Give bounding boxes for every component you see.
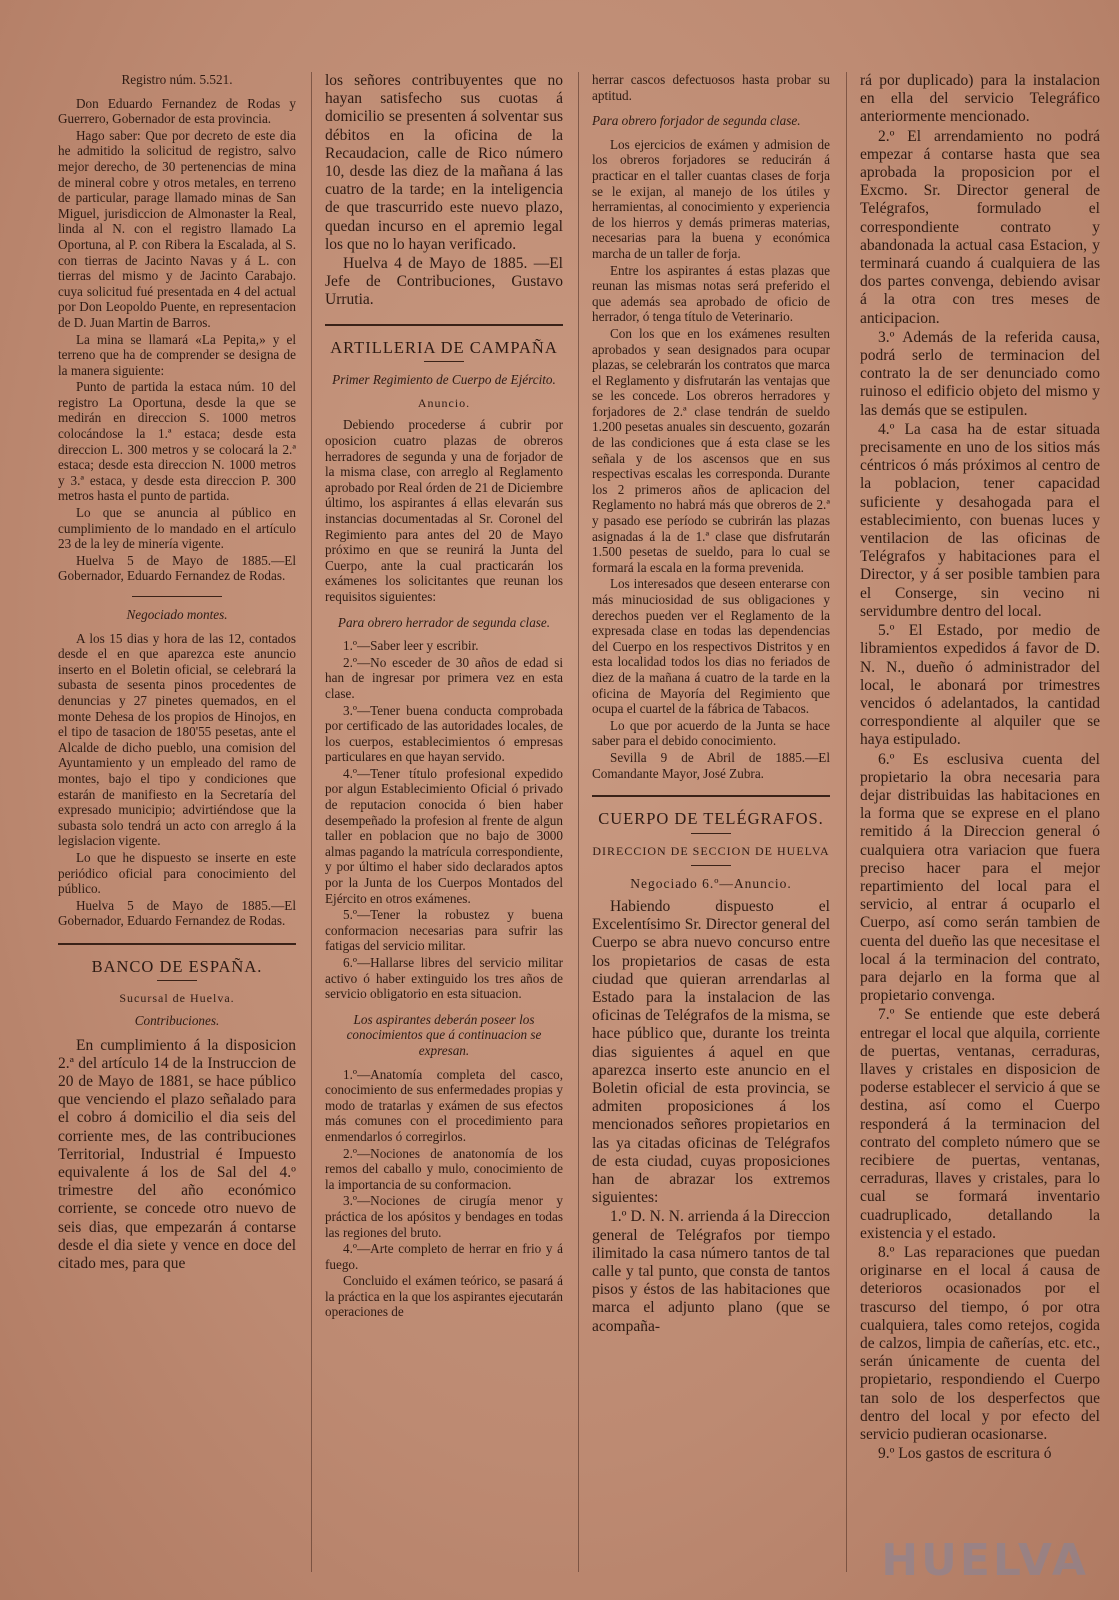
clause: 5.º El Estado, por medio de libramientos expedidos á favor de D. N. N., dueño ó administrador del local, le abonará por trimestres vencidos ó adelantados, la cantidad correspondiente al alquiler que se haya estipulado. — [860, 622, 1100, 749]
paragraph: Debiendo procederse á cubrir por oposicion cuatro plazas de obreros herradores de segunda y una de forjador de la misma clase, con arreglo al Reglamento aprobado por Real órden de 21 de Diciembre último, los aspirantes á ellas elevarán sus instancias documentadas al Sr. Coronel del Regimiento para antes del 20 de Mayo próximo en que se reunirá la Junta del Cuerpo, ante la cual practicarán los exámenes los solicitantes que reunan los requisitos siguientes: — [325, 417, 563, 604]
paragraph: Hago saber: Que por decreto de este dia he admitido la solicitud de registro, salvo mejor derecho, de 30 pertenencias de mina de mineral cobre y otros metales, en terreno de particular, parage llamado minas de San Miguel, jurisdiccion de Almonaster la Real, linda al N. con el registro llamado La Oportuna, al P. con Ribera la Escalada, al S. con tierras de Jacinto Navas y á L. con tierras del mismo y de Jacinto Carabajo. cuya solicitud fué presentada en 4 del actual por Don Leopoldo Puente, en representacion de D. Juan Martin de Barros. — [58, 127, 296, 330]
section-title-contribuciones: Contribuciones. — [134, 1013, 220, 1029]
paragraph: herrar cascos defectuosos hasta probar su aptitud. — [592, 72, 830, 103]
knowledge-item: 2.º—Nociones de anatonomía de los remos del caballo y mulo, conocimiento de la importancia de su conformacion. — [325, 1145, 563, 1192]
registro-heading: Registro núm. 5.521. — [121, 72, 233, 87]
clause: 8.º Las reparaciones que puedan originarse en el local á causa de deterioros ocasionados por el trascurso del tiempo, ó por otra cualquiera, tales como retejos, cogida de calzos, limpia de cañerías, etc. etc., serán únicamente de cuenta del propietario, respondiendo el Cuerpo tan solo de los desperfectos que dentro del local y por efecto del servicio pudieran ocasionarse. — [860, 1244, 1100, 1444]
column-1 — [58, 72, 296, 1274]
herrador-subtitle: Para obrero herrador de segunda clase. — [337, 614, 551, 630]
sucursal-label: Sucursal de Huelva. — [119, 991, 235, 1006]
requirement: 2.º—No esceder de 30 años de edad si han de ingresar por primera vez en esta clase. — [325, 654, 563, 701]
paragraph: En cumplimiento á la disposicion 2.ª del artículo 14 de la Instruccion de 20 de Mayo de 1881, se hace público que venciendo el plazo señalado para el cobro á domicilio el dia seis del corriente mes, de las contribuciones Territorial, Industrial é Impuesto equivalente á los de Sal del 4.º trimestre del año económico corriente, se concede otro nuevo de seis dias, que empezarán á contarse desde el dia siete y vence en doce del citado mes, para que — [58, 1036, 296, 1273]
divider — [592, 795, 830, 797]
paragraph: Punto de partida la estaca núm. 10 del registro La Oportuna, desde la que se medirán en direccion S. 1000 metros colocándose la 1.ª estaca; desde esta direccion L. 300 metros y se colocará la 2.ª estaca; desde esta direccion N. 1000 metros y 3.ª estaca, y desde esta direccion P. 300 metros hasta el punto de partida. — [58, 379, 296, 504]
requirement: 5.º—Tener la robustez y buena conformacion necesarias para sufrir las fatigas del servicio militar. — [325, 907, 563, 954]
signature: Sevilla 9 de Abril de 1885.—El Comandante Mayor, José Zubra. — [592, 749, 830, 781]
divider — [325, 324, 563, 326]
section-title-montes: Negociado montes. — [126, 607, 228, 622]
column-4 — [860, 72, 1100, 1464]
watermark-logo: HUELVA — [881, 1535, 1089, 1586]
divider — [157, 980, 197, 981]
column-divider — [578, 72, 579, 1572]
paragraph: Lo que se anuncia al público en cumplimiento de lo mandado en el artículo 23 de la ley de minería vigente. — [58, 505, 296, 552]
paragraph: Lo que por acuerdo de la Junta se hace saber para el debido conocimiento. — [592, 717, 830, 749]
anuncio-label: Anuncio. — [417, 395, 471, 410]
column-3 — [592, 72, 830, 1337]
clause: 9.º Los gastos de escritura ó — [878, 1445, 1052, 1463]
paragraph: Entre los aspirantes á estas plazas que reunan las mismas notas será preferido el que además sea aprobado de oficio de herrador, ó tenga título de Veterinario. — [592, 262, 830, 325]
requirement: 4.º—Tener título profesional expedido por algun Establecimiento Oficial ó privado de reputacion conocida ó bien haber desempeñado la profesion al frente de algun taller en poblacion que no bajo de 3000 almas pagando la matrícula correspondiente, y por último el haber sido declarados aptos por la Junta de los Cuerpos Montados del Ejército en otros exámenes. — [325, 765, 563, 906]
negociado-label: Negociado 6.º—Anuncio. — [630, 876, 792, 892]
paragraph: Los ejercicios de exámen y admision de los obreros forjadores se reducirán á practicar en el taller cuantas clases de forja se le exijan, al manejo de los útiles y herramientas, al conocimiento y experiencia de los hierros y demás primeras materias, necesarias para la buena y económica marcha de un taller de forja. — [592, 136, 830, 261]
paragraph: La mina se llamará «La Pepita,» y el terreno que ha de comprender se designa de la manera siguiente: — [58, 331, 296, 378]
direccion-label: DIRECCION DE SECCION DE HUELVA — [592, 843, 830, 858]
paragraph: Con los que en los exámenes resulten aprobados y sean designados para ocupar plazas, se celebrarán los contratos que marca el Reglamento y disfrutarán las ventajas que se les concede. Los obreros herradores y forjadores de 2.ª clase tendrán de sueldo 1.200 pesetas anuales sin descuento, gozarán de las condiciones que á esta clase se les señala y de los ascensos que en sus respectivas escalas les corresponda. Durante los 2 primeros años de aplicacion del Reglamento no habrá más que obreros de 2.ª y pasado ese período se cubrirán las plazas asignadas á la de 1.ª clase que disfrutarán 1.500 pesetas de sueldo, para lo cual se formará la escala en la forma prevenida. — [592, 325, 830, 575]
clause: 2.º El arrendamiento no podrá empezar á contarse hasta que sea aprobada la proposicion por el Excmo. Sr. Director general de Telégrafos, formulado el correspondiente contrato y abandonada la actual casa Estacion, y terminará cuando á cualquiera de las dos partes convenga, debiendo avisar á la otra con tres meses de anticipacion. — [860, 127, 1100, 327]
column-divider — [311, 72, 312, 1572]
paragraph: Concluido el exámen teórico, se pasará á la práctica en la que los aspirantes ejecutarán operaciones de — [325, 1273, 563, 1320]
requirement: 1.º—Saber leer y escribir. — [343, 638, 479, 654]
clause: 7.º Se entiende que este deberá entregar el local que alquila, corriente de puertas, ventanas, cerraduras, llaves y cristales en disposicion de poderse establecer el servicio á que se destina, así como el Cuerpo responderá á la terminacion del contrato del completo número que se recibiere de puertas, ventanas, cerraduras, llaves y cristales, para lo cual se formará inventario cuadruplicado, detallando la existencia y el estado. — [860, 1006, 1100, 1242]
section-title-artilleria: ARTILLERIA DE CAMPAÑA — [330, 337, 558, 357]
paragraph: Habiendo dispuesto el Excelentísimo Sr. Director general del Cuerpo se abra nuevo concurso entre los propietarios de casas de esta ciudad que quieran arrendarlas al Estado para la instalacion de las oficinas de Telégrafos de la misma, se hace público que, durante los treinta dias siguientes á aquel en que aparezca inserto este anuncio en el Boletin oficial de esta provincia, se admiten proposiciones á los mencionados señores propietarios en las ya citadas oficinas de Telégrafos de esta ciudad, cuyas proposiciones han de abrazar los extremos siguientes: — [592, 897, 830, 1207]
signature: Huelva 5 de Mayo de 1885.—El Gobernador, Eduardo Fernandez de Rodas. — [58, 897, 296, 929]
regimiento-subtitle: Primer Regimiento de Cuerpo de Ejército. — [332, 372, 556, 388]
forjador-subtitle: Para obrero forjador de segunda clase. — [592, 113, 801, 129]
section-title-telegrafos: CUERPO DE TELÉGRAFOS. — [598, 809, 824, 829]
divider — [132, 596, 222, 597]
divider — [424, 361, 464, 362]
divider — [691, 865, 731, 866]
signature: Huelva 5 de Mayo de 1885.—El Gobernador, Eduardo Fernandez de Rodas. — [58, 552, 296, 584]
divider — [58, 943, 296, 945]
signature: Huelva 4 de Mayo de 1885. —El Jefe de Contribuciones, Gustavo Urrutia. — [325, 255, 563, 309]
paragraph: los señores contribuyentes que no hayan satisfecho sus cuotas á domicilio se presenten á solventar sus débitos en la oficina de la Recaudacion, calle de Rico número 10, desde las diez de la mañana á las cuatro de la tarde; en la inteligencia de que trascurrido este nuevo plazo, quedan incurso en el apremio legal los que no lo hayan verificado. — [325, 72, 563, 253]
clause: 3.º Además de la referida causa, podrá serlo de terminacion del contrato la de ser denunciado como ruinoso el edificio objeto del mismo y las demás que se estipulen. — [860, 328, 1100, 419]
requirement: 6.º—Hallarse libres del servicio militar activo ó haber extinguido los tres años de servicio obligatorio en esta situacion. — [325, 955, 563, 1002]
paragraph: rá por duplicado) para la instalacion en ella del servicio Telegráfico anteriormente mencionado. — [860, 72, 1100, 126]
paragraph: A los 15 dias y hora de las 12, contados desde el en que aparezca este anuncio inserto en el Boletin oficial, se celebrará la subasta de sesenta pinos procedentes de denuncias y 27 pinetes quemados, en el monte Dehesa de los propios de Hinojos, en el tipo de tasacion de 180'55 pesetas, ante el Alcalde de dicho pueblo, una comision del Ayuntamiento y un empleado del ramo de montes, bajo el tipo y condiciones que estarán de manifiesto en la Secretaría del expresado municipio; advirtiéndose que la subasta solo tendrá un acto con arreglo á la legislacion vigente. — [58, 630, 296, 849]
paragraph: Los interesados que deseen enterarse con más minuciosidad de sus obligaciones y derechos pueden ver el Reglamento de la expresada clase en todas las dependencias del Cuerpo en los respectivos Distritos y en esta localidad todos los dias no feriados de diez de la mañana á cuatro de la tarde en la oficina de Mayoría del Regimiento que ocupa el cuartel de la fábrica de Tabacos. — [592, 576, 830, 717]
paragraph: Lo que he dispuesto se inserte en este periódico oficial para conocimiento del público. — [58, 849, 296, 897]
clause: 6.º Es esclusiva cuenta del propietario la obra necesaria para dejar distribuidas las habitaciones en la forma que se exprese en el plano remitido á la Direccion general ó cualquiera otra variacion que fuera preciso hacer para el mejor repartimiento del local para el servicio, al entrar á ocuparlo el Cuerpo, así como serán tambien de cuenta del dueño las que necesitase el local á la terminacion del contrato, para dejarlo en la forma que al propietario convenga. — [860, 750, 1100, 1005]
paragraph: Don Eduardo Fernandez de Rodas y Guerrero, Gobernador de esta provincia. — [58, 95, 296, 127]
column-2 — [325, 72, 563, 1321]
knowledge-item: 3.º—Nociones de cirugía menor y práctica de los apósitos y bendages en todas las regiones del bruto. — [325, 1193, 563, 1240]
knowledge-item: 1.º—Anatomía completa del casco, conocimiento de sus enfermedades propias y modo de tratarlas y exámen de sus efectos más comunes con el procedimiento para enmendarlos ó corregirlos. — [325, 1066, 563, 1144]
requirement: 3.º—Tener buena conducta comprobada por certificado de las autoridades locales, de los cuerpos, establecimientos ó empresas particulares en que hayan servido. — [325, 702, 563, 765]
clause: 1.º D. N. N. arrienda á la Direccion general de Telégrafos por tiempo ilimitado la casa número tantos de tal calle y tal punto, que consta de tantos pisos y éstos de las habitaciones que marca el adjunto plano (que se acompaña- — [592, 1208, 830, 1335]
section-title-banco: BANCO DE ESPAÑA. — [91, 956, 263, 976]
column-divider — [846, 72, 847, 1572]
knowledge-item: 4.º—Arte completo de herrar en frio y á fuego. — [325, 1241, 563, 1272]
divider — [691, 833, 731, 834]
aspirantes-subtitle: Los aspirantes deberán poseer los conocimientos que á continuacion se expresan. — [346, 1011, 542, 1058]
clause: 4.º La casa ha de estar situada precisamente en uno de los sitios más céntricos ó más próximos al centro de la poblacion, tener capacidad suficiente y desahogada para el establecimiento, con buenas luces y ventilacion de las oficinas de Telégrafos y habitaciones para el Director, y á ser posible tambien para el Conserge, sin vecino ni servidumbre dentro del local. — [860, 420, 1100, 620]
